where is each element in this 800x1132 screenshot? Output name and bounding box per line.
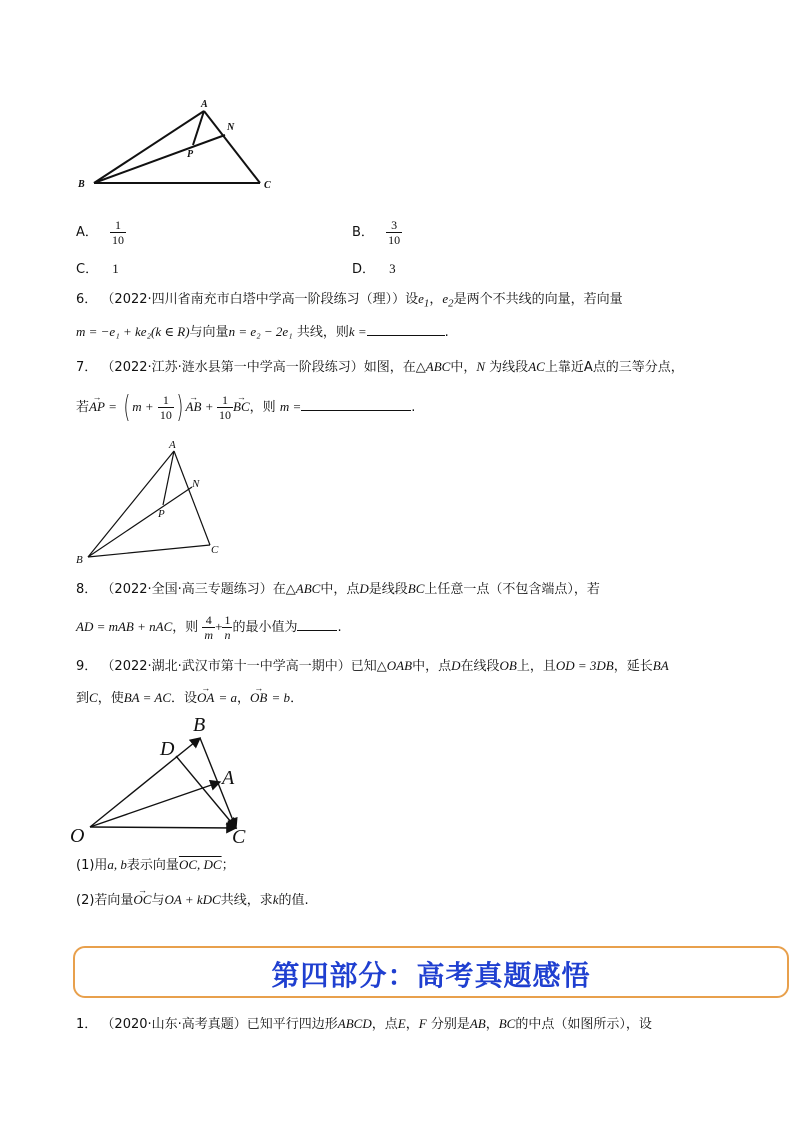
q7-frac2-den: 10	[219, 408, 232, 422]
q9-sub2-end: 的值.	[278, 893, 309, 908]
fig2-label-n: N	[192, 478, 200, 490]
q6-line-2	[76, 322, 449, 342]
s1-line-1	[76, 1015, 652, 1034]
option-c-value: 1	[112, 261, 119, 276]
fig1-label-p: P	[187, 149, 194, 160]
q9-vec-ob: → OB	[250, 689, 267, 707]
option-d-value: 3	[389, 261, 396, 276]
fig3-label-a: A	[222, 767, 235, 789]
q9-comma: ，	[237, 691, 251, 706]
q9-segment-ba: BA	[652, 658, 669, 673]
q8-frac2-den: n	[224, 628, 231, 642]
s1-text3: 分别是	[430, 1017, 470, 1032]
s1-source: （2020·山东·高考真题）已知平行四边形	[101, 1017, 338, 1032]
q6-expr-n: n = e₂ − 2e₁	[228, 324, 293, 339]
s1-segment-ab: AB	[469, 1016, 486, 1031]
q7-line-2: 若→ AP = ( m + $\frac{1}{10}$ )→ AB + $\frac{1}{10}$ → BC，则 m = .	[76, 392, 415, 423]
q9-eq-a: = a	[218, 690, 238, 705]
q6-line-1	[76, 290, 623, 313]
q6-answer-blank[interactable]	[367, 322, 445, 336]
section-header-box	[73, 946, 789, 998]
q7-m-plus: m +	[132, 399, 154, 414]
q8-source: （2022·全国·高三专题练习）在	[101, 582, 286, 597]
figure-triangle-1	[70, 95, 290, 195]
q7-point-n: N	[476, 359, 486, 374]
q7-end: .	[411, 400, 416, 415]
q6-e2: $e_2$	[442, 291, 454, 310]
fig3-label-o: O	[70, 825, 85, 847]
q7-number: 7．	[76, 360, 98, 375]
option-b-label: B．	[352, 225, 374, 240]
q6-text3: 与向量	[189, 325, 229, 340]
figure-vectors-oab	[66, 712, 276, 847]
q9-eq1: OD = 3DB	[555, 658, 614, 673]
q7-answer-blank[interactable]	[301, 397, 411, 411]
q9-number: 9．	[76, 659, 98, 674]
q9-segment-ob: OB	[499, 658, 517, 673]
fig2-label-p: P	[158, 508, 165, 520]
option-a-den: 10	[112, 233, 125, 247]
q7-vec-bc: → BC	[233, 392, 250, 422]
q6-expr-m: m = −e₁ + ke₂(k ∈ R)	[76, 324, 190, 339]
q9-line2-a: 到	[76, 691, 90, 706]
q8-line-2	[76, 612, 342, 643]
option-a-label: A．	[76, 225, 98, 240]
q7-frac2-num: 1	[222, 393, 229, 407]
q7-ruo: 若	[76, 400, 90, 415]
q9-text2: 在线段	[460, 659, 500, 674]
s1-number: 1．	[76, 1017, 98, 1032]
q7-source: （2022·江苏·涟水县第一中学高一阶段练习）如图，在	[101, 360, 416, 375]
q8-expr: AD = mAB + nAC	[76, 619, 173, 634]
q8-text1: 中，点	[320, 582, 360, 597]
q7-eq: =	[109, 399, 117, 414]
fig1-label-b: B	[78, 179, 85, 190]
figure-triangle-2	[70, 435, 240, 570]
option-c-label: C．	[76, 262, 99, 277]
q9-line-2	[76, 689, 303, 708]
q6-text4: 共线，则	[296, 325, 349, 340]
q7-m-eq: m =	[279, 399, 302, 414]
q8-line-1	[76, 580, 600, 599]
q7-frac1-den: 10	[159, 408, 172, 422]
q6-source: （2022·四川省南充市白塔中学高一阶段练习（理））设	[101, 292, 419, 307]
q9-sub1-a: (1)用	[76, 858, 108, 873]
q9-eq-b: = b	[271, 690, 291, 705]
s1-abcd: ABCD	[337, 1016, 372, 1031]
s1-text4: ，	[485, 1017, 499, 1032]
q9-vec-oa: → OA	[197, 689, 214, 707]
option-b-num: 3	[391, 218, 398, 232]
q8-frac1-num: 4	[205, 613, 212, 627]
q9-end: ．	[290, 691, 304, 706]
q8-plus: +	[215, 619, 223, 634]
q9-text1: 中，点	[412, 659, 452, 674]
fig3-label-b: B	[193, 714, 206, 736]
q9-text3: 上，且	[516, 659, 556, 674]
q9-sub2-a: (2)若向量	[76, 893, 134, 908]
q9-line2-c: ．设	[171, 691, 198, 706]
s1-segment-bc: BC	[498, 1016, 516, 1031]
fig2-label-c: C	[211, 544, 219, 556]
q9-line-1	[76, 657, 669, 676]
q8-end: .	[337, 620, 342, 635]
q8-text4: ，则	[172, 620, 199, 635]
q7-triangle: △ABC	[415, 359, 451, 374]
q6-sep: ，	[429, 292, 443, 307]
s1-text2: ，	[405, 1017, 419, 1032]
section-title: 第四部分：高考真题感悟	[271, 959, 591, 992]
s1-point-e: E	[397, 1016, 406, 1031]
q9-source: （2022·湖北·武汉市第十一中学高一期中）已知	[101, 659, 377, 674]
q8-number: 8．	[76, 582, 98, 597]
q8-text3: 上任意一点（不包含端点），若	[424, 582, 600, 597]
option-b-den: 10	[388, 233, 401, 247]
q9-sub2-oc: → OC	[133, 891, 151, 909]
s1-text5: 的中点（如图所示），设	[515, 1017, 652, 1032]
q6-number: 6．	[76, 292, 98, 307]
q8-triangle: △ABC	[285, 581, 321, 596]
q7-text1: 中，	[450, 360, 477, 375]
q9-sub1-end: ；	[221, 858, 235, 873]
s1-text1: ，点	[371, 1017, 398, 1032]
q8-frac2-num: 1	[224, 613, 231, 627]
q9-sub1-vecs: OC, DC	[178, 857, 222, 872]
s1-point-f: F	[418, 1016, 427, 1031]
q8-point-d: D	[359, 581, 369, 596]
fig2-label-a: A	[169, 439, 176, 451]
q9-sub2	[76, 891, 309, 910]
option-d-label: D．	[352, 262, 376, 277]
fig1-label-c: C	[264, 180, 271, 191]
option-a-num: 1	[115, 218, 122, 232]
q8-answer-blank[interactable]	[297, 617, 337, 631]
fig1-label-a: A	[201, 99, 208, 110]
q8-text5: 的最小值为	[232, 620, 298, 635]
q7-text3: 上靠近A点的三等分点，	[544, 360, 684, 375]
q9-line2-b: ，使	[97, 691, 124, 706]
option-c[interactable]	[76, 258, 119, 277]
q6-k-eq: k =	[348, 324, 367, 339]
q9-sub2-b: 与	[151, 893, 165, 908]
q7-text2: 为线段	[489, 360, 529, 375]
q7-frac1-num: 1	[162, 393, 169, 407]
fig1-label-n: N	[227, 122, 235, 133]
q8-frac1-den: m	[204, 628, 214, 642]
q6-text2: 是两个不共线的向量，若向量	[453, 292, 623, 307]
q7-line-1	[76, 358, 684, 377]
q8-segment-bc: BC	[407, 581, 425, 596]
q9-sub1-b: 表示向量	[126, 858, 179, 873]
q7-plus: +	[205, 399, 213, 414]
q9-sub2-expr: OA + kDC	[164, 892, 221, 907]
q9-triangle: △OAB	[376, 658, 413, 673]
q6-end: .	[444, 325, 449, 340]
option-a[interactable]	[76, 218, 126, 247]
q9-sub2-k: k	[272, 892, 279, 907]
q9-point-d: D	[451, 658, 461, 673]
q7-vec-ab: → AB	[186, 392, 202, 422]
q9-eq2: BA = AC	[123, 690, 171, 705]
q9-text4: ，延长	[613, 659, 653, 674]
q8-text2: 是线段	[368, 582, 408, 597]
fig3-label-d: D	[160, 738, 175, 760]
q9-point-c: C	[89, 690, 98, 705]
q7-segment-ac: AC	[528, 359, 545, 374]
q7-vec-ap: → AP	[89, 392, 105, 422]
q9-sub1	[76, 856, 235, 875]
q7-text4: ，则	[249, 400, 276, 415]
option-b[interactable]	[352, 218, 402, 247]
option-d[interactable]	[352, 258, 396, 277]
fig2-label-b: B	[76, 554, 83, 566]
q9-sub1-ab: a, b	[107, 857, 127, 872]
q6-e1: $e_1$	[418, 291, 430, 310]
q9-sub2-c: 共线，求	[220, 893, 273, 908]
fig3-label-c: C	[232, 826, 246, 847]
